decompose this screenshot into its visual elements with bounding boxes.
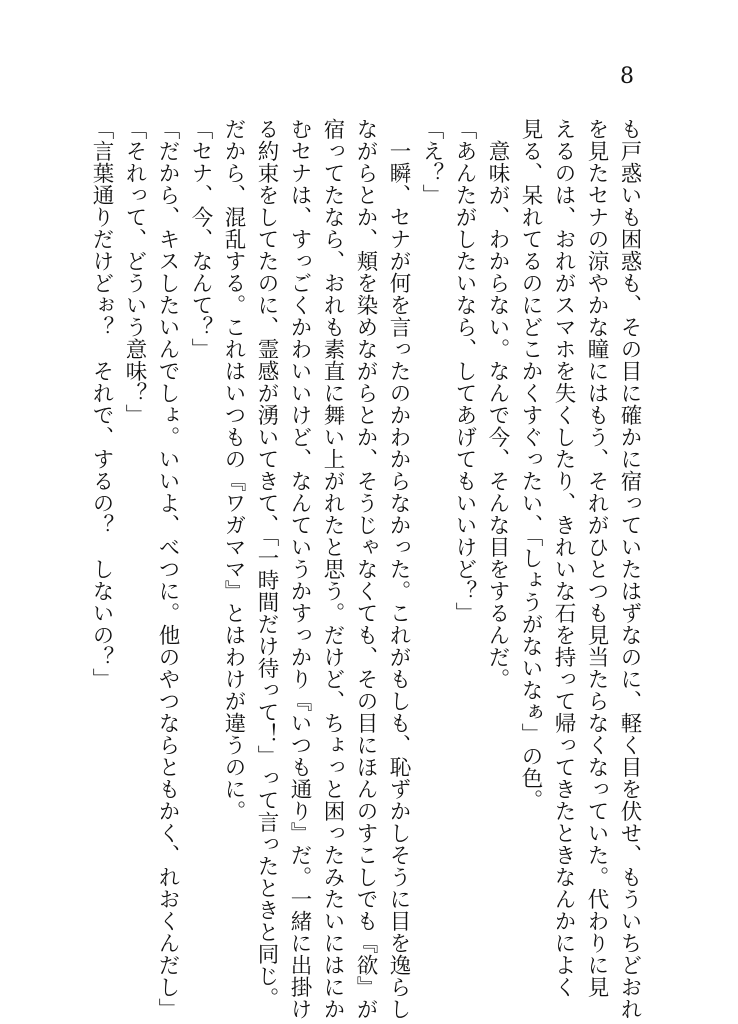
text-line: だから、混乱する。これはいつもの『ワガママ』とはわけが違うのに。 bbox=[221, 118, 246, 822]
text-line: 見る、呆れてるのにどこかくすぐったい、「しょうがないなぁ」の色。 bbox=[518, 118, 543, 812]
text-line: 宿ってたなら、おれも素直に舞い上がれたと思う。だけど、ちょっと困ったみたいにはにか bbox=[320, 118, 345, 1020]
text-line: 一瞬、セナが何を言ったのかわからなかった。これがもしも、恥ずかしそうに目を逸らし bbox=[386, 118, 411, 1020]
vertical-text-body bbox=[85, 118, 646, 1020]
text-line: えるのは、おれがスマホを失くしたり、きれいな石を持って帰ってきたときなんかによく bbox=[551, 118, 576, 998]
text-line: ながらとか、頬を染めながらとか、そうじゃなくても、その目にほんのすこしでも『欲』が bbox=[353, 118, 378, 1020]
text-line: 「それって、どういう意味？」 bbox=[122, 118, 147, 426]
text-line: 「セナ、今、なんて？」 bbox=[188, 118, 213, 360]
text-line: も戸惑いも困惑も、その目に確かに宿っていたはずなのに、軽く目を伏せ、もういちどおれ bbox=[617, 118, 642, 1020]
text-line: 「え？」 bbox=[419, 118, 444, 206]
page-number: 8 bbox=[620, 64, 634, 89]
text-line: 「あんたがしたいなら、してあげてもいいけど？」 bbox=[452, 118, 477, 624]
text-line: 「だから、キスしたいんでしょ。いいよ、べつに。他のやつならともかく、れおくんだし」 bbox=[155, 118, 180, 1020]
text-line: むセナは、すっごくかわいいけど、なんていうかすっかり『いつも通り』だ。一緒に出掛け bbox=[287, 118, 312, 1020]
text-line: る約束をしてたのに、霊感が湧いてきて、「一時間だけ待って！」って言ったときと同じ。 bbox=[254, 118, 279, 1010]
text-line: 「言葉通りだけどぉ？ それで、するの？ しないの？」 bbox=[89, 118, 114, 690]
text-line: を見たセナの涼やかな瞳にはもう、それがひとつも見当たらなくなっていた。代わりに見 bbox=[584, 118, 609, 998]
text-line: 意味が、わからない。なんで今、そんな目をするんだ。 bbox=[485, 118, 510, 690]
